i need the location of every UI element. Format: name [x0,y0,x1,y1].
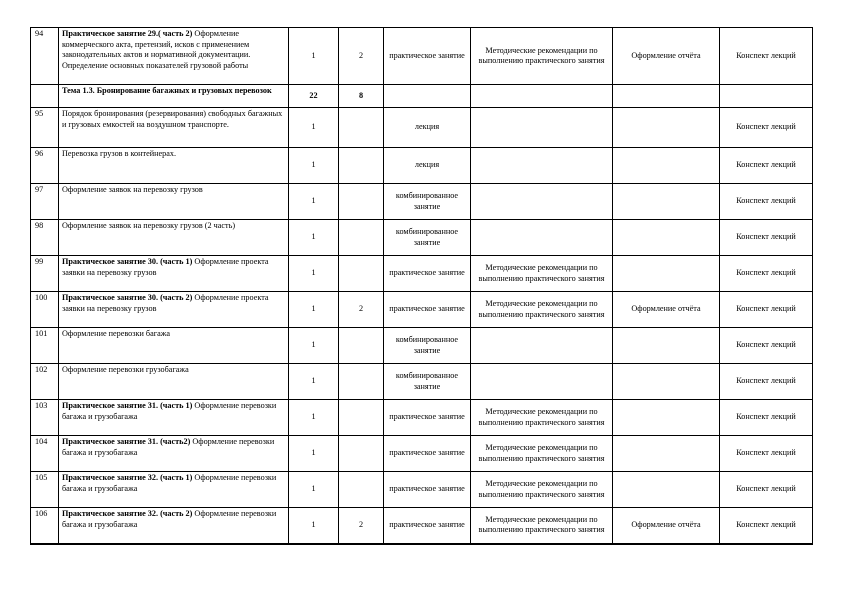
row-number-cell: 102 [31,364,59,400]
task-cell: Оформление отчёта [613,292,720,328]
result-cell: Конспект лекций [720,472,813,508]
lesson-type-cell: комбинированное занятие [384,184,471,220]
lesson-type-cell: комбинированное занятие [384,220,471,256]
lesson-title-text: Оформление проекта заявки на перевозку грузов [62,293,269,313]
lesson-title-bold: Практическое занятие 31. (часть 1) [62,401,193,410]
table-row [31,436,813,472]
task-cell [613,256,720,292]
table-row [31,508,813,544]
lesson-title-cell [59,400,289,436]
lesson-title-cell [59,184,289,220]
lesson-title-cell [59,220,289,256]
practice-hours-cell [339,400,384,436]
task-cell [613,85,720,108]
task-cell [613,436,720,472]
task-cell [613,472,720,508]
lesson-type-cell: практическое занятие [384,400,471,436]
row-number-cell: 105 [31,472,59,508]
table-row [31,364,813,400]
lesson-title-bold: Практическое занятие 30. (часть 2) [62,293,193,302]
topic-title [59,85,289,108]
table-row [31,108,813,148]
practice-hours-cell [339,472,384,508]
hours-cell: 22 [289,85,339,108]
table-row [31,220,813,256]
table-row [31,28,813,85]
lesson-title-cell [59,508,289,544]
result-cell: Конспект лекций [720,508,813,544]
row-number-cell: 98 [31,220,59,256]
lesson-type-cell: лекция [384,108,471,148]
row-number-cell [31,85,59,108]
lesson-title-text: Оформление перевозки багажа [62,329,170,338]
lesson-title-cell [59,472,289,508]
hours-cell: 1 [289,184,339,220]
lesson-title-text: Порядок бронирования (резервирования) свободных багажных и грузовых емкостей на воздушном транспорте. [62,109,283,129]
method-cell [471,364,613,400]
method-cell [471,85,613,108]
hours-cell: 1 [289,508,339,544]
row-number-cell: 103 [31,400,59,436]
row-number-cell: 101 [31,328,59,364]
result-cell: Конспект лекций [720,436,813,472]
schedule-table [30,27,813,545]
hours-cell: 1 [289,148,339,184]
task-cell: Оформление отчёта [613,28,720,85]
task-cell: Оформление отчёта [613,508,720,544]
lesson-title-text: Оформление заявок на перевозку грузов (2 часть) [62,221,236,230]
table-row [31,328,813,364]
row-number-cell: 106 [31,508,59,544]
lesson-title-text: Оформление перевозки багажа и грузобагажа [62,509,277,529]
lesson-title-bold: Практическое занятие 29.( часть 2) [62,29,193,38]
hours-cell: 1 [289,256,339,292]
hours-cell: 1 [289,28,339,85]
lesson-title-cell [59,28,289,85]
lesson-type-cell: практическое занятие [384,472,471,508]
practice-hours-cell [339,220,384,256]
task-cell [613,220,720,256]
practice-hours-cell: 2 [339,508,384,544]
practice-hours-cell: 2 [339,292,384,328]
lesson-type-cell [384,85,471,108]
practice-hours-cell [339,256,384,292]
hours-cell: 1 [289,400,339,436]
result-cell [720,85,813,108]
hours-cell: 1 [289,220,339,256]
task-cell [613,328,720,364]
topic-title-text: Тема 1.3. Бронирование багажных и грузовых перевозок [62,86,272,95]
lesson-title-cell [59,256,289,292]
table-row [31,184,813,220]
lesson-title-bold: Практическое занятие 32. (часть 1) [62,473,193,482]
result-cell: Конспект лекций [720,256,813,292]
method-cell [471,148,613,184]
practice-hours-cell: 2 [339,28,384,85]
table-row [31,148,813,184]
row-number-cell: 104 [31,436,59,472]
method-cell: Методические рекомендации по выполнению практического занятия [471,256,613,292]
row-number-cell: 94 [31,28,59,85]
method-cell: Методические рекомендации по выполнению практического занятия [471,28,613,85]
lesson-title-text: Оформление перевозки багажа и грузобагажа [62,473,277,493]
row-number-cell: 97 [31,184,59,220]
lesson-type-cell: практическое занятие [384,28,471,85]
method-cell [471,108,613,148]
lesson-title-bold: Практическое занятие 31. (часть2) [62,437,191,446]
result-cell: Конспект лекций [720,108,813,148]
lesson-title-text: Оформление проекта заявки на перевозку грузов [62,257,269,277]
lesson-type-cell: практическое занятие [384,436,471,472]
lesson-title-cell [59,328,289,364]
lesson-title-text: Оформление перевозки багажа и грузобагажа [62,401,277,421]
row-number-cell: 96 [31,148,59,184]
practice-hours-cell [339,364,384,400]
lesson-title-bold: Практическое занятие 32. (часть 2) [62,509,193,518]
lesson-title-text: Оформление коммерческого акта, претензий, исков с применением законодательных актов и нормативной документации. Определение основных показателей грузовой работы [62,29,251,70]
table-row [31,472,813,508]
row-number-cell: 100 [31,292,59,328]
lesson-title-cell [59,364,289,400]
result-cell: Конспект лекций [720,364,813,400]
lesson-type-cell: комбинированное занятие [384,328,471,364]
method-cell: Методические рекомендации по выполнению практического занятия [471,400,613,436]
lesson-title-cell [59,436,289,472]
result-cell: Конспект лекций [720,328,813,364]
result-cell: Конспект лекций [720,28,813,85]
hours-cell: 1 [289,108,339,148]
task-cell [613,364,720,400]
practice-hours-cell [339,328,384,364]
table-row [31,400,813,436]
task-cell [613,184,720,220]
lesson-type-cell: практическое занятие [384,292,471,328]
hours-cell: 1 [289,436,339,472]
lesson-title-text: Оформление перевозки грузобагажа [62,365,189,374]
practice-hours-cell [339,108,384,148]
row-number-cell: 99 [31,256,59,292]
practice-hours-cell [339,184,384,220]
result-cell: Конспект лекций [720,400,813,436]
lesson-title-bold: Практическое занятие 30. (часть 1) [62,257,193,266]
hours-cell: 1 [289,364,339,400]
lesson-title-text: Оформление перевозки багажа и грузобагажа [62,437,275,457]
method-cell: Методические рекомендации по выполнению практического занятия [471,292,613,328]
lesson-title-cell [59,148,289,184]
task-cell [613,148,720,184]
method-cell [471,328,613,364]
method-cell [471,184,613,220]
lesson-title-text: Оформление заявок на перевозку грузов [62,185,203,194]
lesson-type-cell: практическое занятие [384,508,471,544]
hours-cell: 1 [289,328,339,364]
practice-hours-cell [339,436,384,472]
table-row [31,292,813,328]
lesson-title-cell [59,292,289,328]
result-cell: Конспект лекций [720,184,813,220]
task-cell [613,400,720,436]
hours-cell: 1 [289,472,339,508]
lesson-type-cell: комбинированное занятие [384,364,471,400]
method-cell [471,220,613,256]
method-cell: Методические рекомендации по выполнению практического занятия [471,436,613,472]
table-row [31,256,813,292]
lesson-title-cell [59,108,289,148]
lesson-type-cell: практическое занятие [384,256,471,292]
result-cell: Конспект лекций [720,148,813,184]
method-cell: Методические рекомендации по выполнению практического занятия [471,508,613,544]
result-cell: Конспект лекций [720,292,813,328]
lesson-title-text: Перевозка грузов в контейнерах. [62,149,177,158]
result-cell: Конспект лекций [720,220,813,256]
method-cell: Методические рекомендации по выполнению практического занятия [471,472,613,508]
hours-cell: 1 [289,292,339,328]
practice-hours-cell: 8 [339,85,384,108]
topic-row [31,85,813,108]
practice-hours-cell [339,148,384,184]
lesson-type-cell: лекция [384,148,471,184]
task-cell [613,108,720,148]
row-number-cell: 95 [31,108,59,148]
